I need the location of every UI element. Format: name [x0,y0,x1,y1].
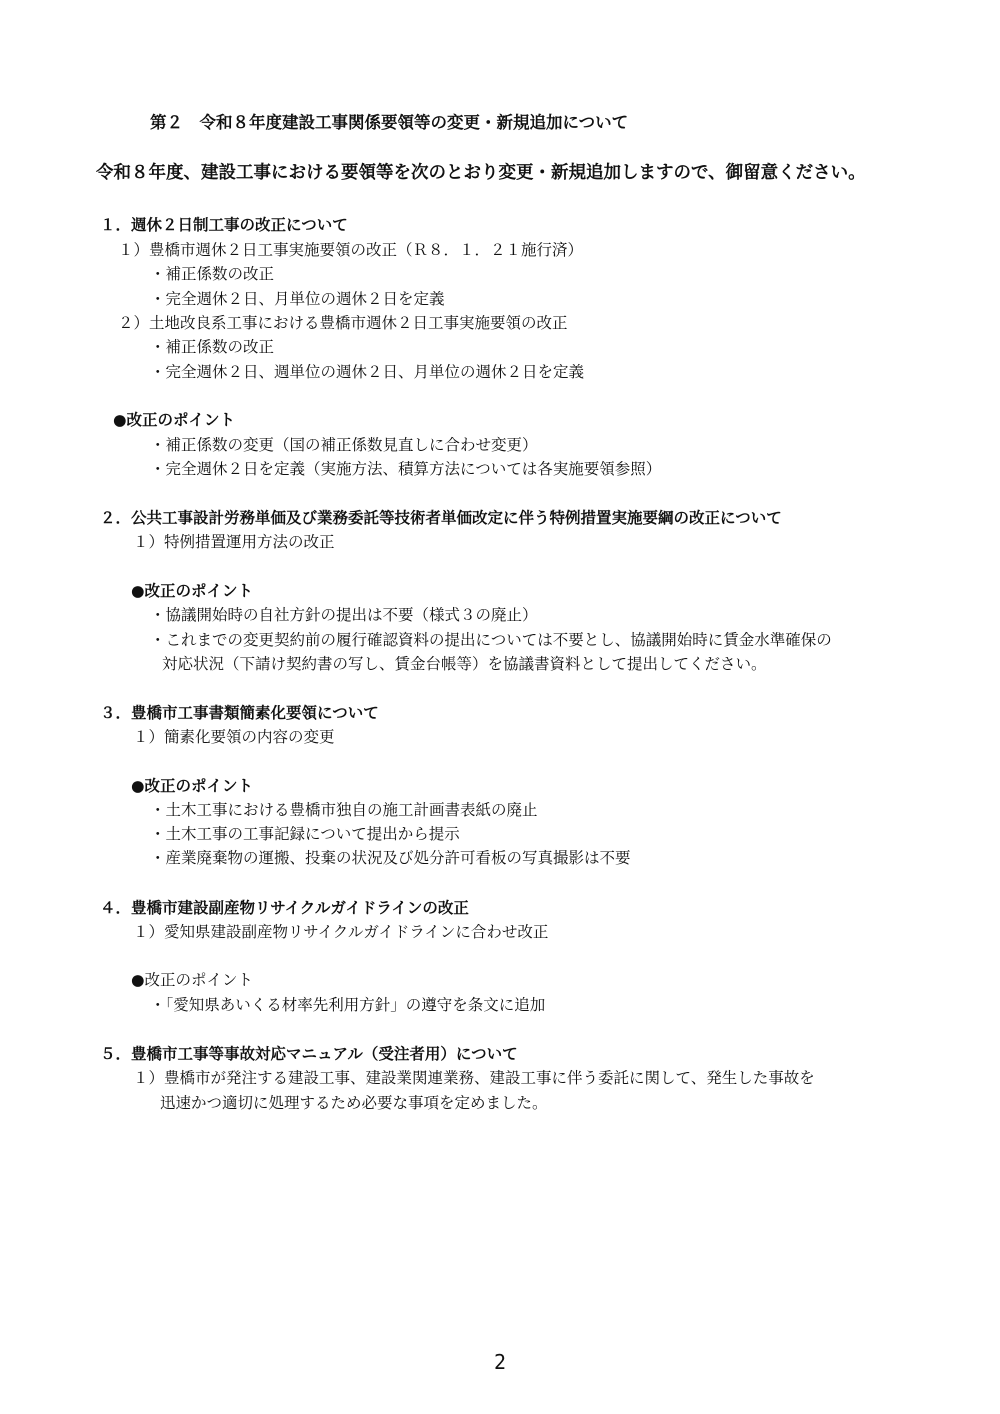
section-1-item-2: ２）土地改良系工事における豊橋市週休２日工事実施要領の改正 [118,314,568,332]
section-2-point-2-cont: 対応状況（下請け契約書の写し、賃金台帳等）を協議書資料として提出してください。 [162,655,767,673]
section-4-heading: ４．豊橋市建設副産物リサイクルガイドラインの改正 [100,899,469,917]
section-5-heading: ５．豊橋市工事等事故対応マニュアル（受注者用）について [100,1045,518,1063]
section-3-heading: ３．豊橋市工事書類簡素化要領について [100,704,379,722]
section-3-point-3: ・産業廃棄物の運搬、投棄の状況及び処分許可看板の写真撮影は不要 [150,849,631,867]
section-2-item-1: １）特例措置運用方法の改正 [133,533,335,551]
section-2-point-1: ・協議開始時の自社方針の提出は不要（様式３の廃止） [150,606,538,624]
section-1-point-1: ・補正係数の変更（国の補正係数見直しに合わせ変更） [150,436,538,454]
section-1-item-1-bullet-2: ・完全週休２日、月単位の週休２日を定義 [150,290,445,308]
section-1-heading: １．週休２日制工事の改正について [100,216,348,234]
section-3-point-2: ・土木工事の工事記録について提出から提示 [150,825,460,843]
section-2-heading: ２．公共工事設計労務単価及び業務委託等技術者単価改定に伴う特例措置実施要綱の改正について [100,509,782,527]
section-1-point-2: ・完全週休２日を定義（実施方法、積算方法については各実施要領参照） [150,460,662,478]
section-4-item-1: １）愛知県建設副産物リサイクルガイドラインに合わせ改正 [133,923,549,941]
section-3-item-1: １）簡素化要領の内容の変更 [133,728,335,746]
page-title: 第２ 令和８年度建設工事関係要領等の変更・新規追加について [150,113,629,132]
section-1-point-label: ●改正のポイント [113,411,236,429]
section-5-item-1: １）豊橋市が発注する建設工事、建設業関連業務、建設工事に伴う委託に関して、発生した事故を [133,1069,815,1087]
section-1-item-1-bullet-1: ・補正係数の改正 [150,265,275,283]
section-1-item-2-bullet-1: ・補正係数の改正 [150,338,275,356]
page-number: 2 [493,1350,507,1374]
section-5-item-1-cont: 迅速かつ適切に処理するため必要な事項を定めました。 [160,1094,548,1112]
section-2-point-2: ・これまでの変更契約前の履行確認資料の提出については不要とし、協議開始時に賃金水準確保の [150,631,832,649]
section-1-item-2-bullet-2: ・完全週休２日、週単位の週休２日、月単位の週休２日を定義 [150,363,585,381]
section-3-point-label: ●改正のポイント [131,777,254,795]
section-2-point-label: ●改正のポイント [131,582,254,600]
intro-text: 令和８年度、建設工事における要領等を次のとおり変更・新規追加しますので、御留意ください。 [96,163,866,183]
section-4-point-label: ●改正のポイント [131,971,254,989]
section-4-point-1: ・「愛知県あいくる材率先利用方針」の遵守を条文に追加 [150,996,546,1014]
section-3-point-1: ・土木工事における豊橋市独自の施工計画書表紙の廃止 [150,801,538,819]
section-1-item-1: １）豊橋市週休２日工事実施要領の改正（Ｒ８．１．２１施行済） [118,241,584,259]
